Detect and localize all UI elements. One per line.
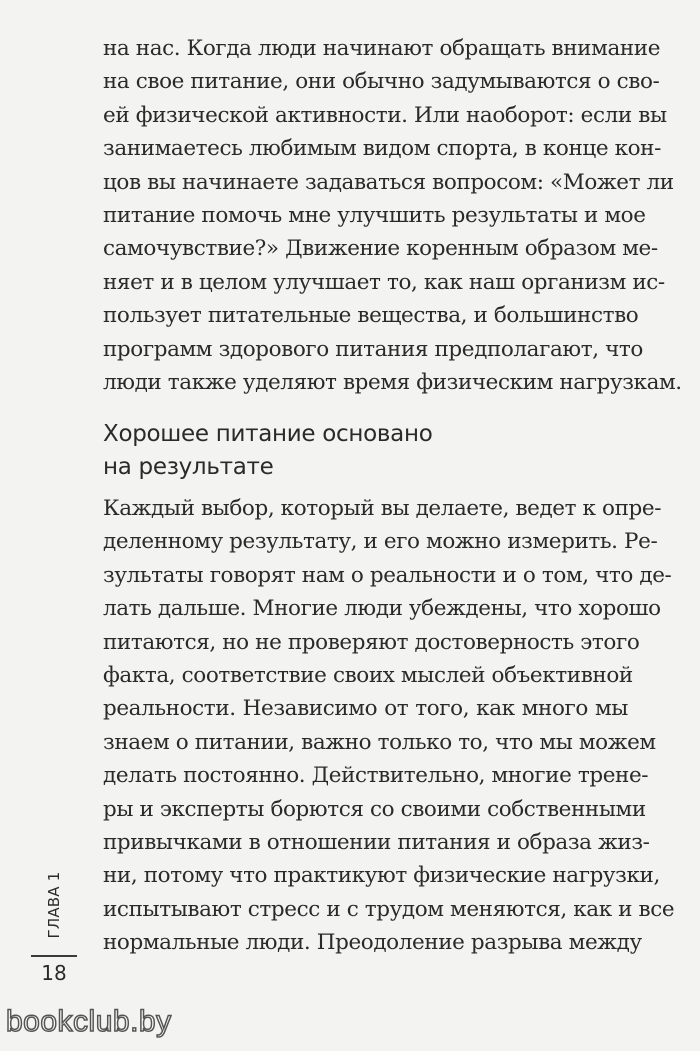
text-line: занимаетесь любимым видом спорта, в конце кон- <box>103 136 661 162</box>
text-line: питание помочь мне улучшить результаты и мое <box>103 202 646 228</box>
text-line: нормальные люди. Преодоление разрыва между <box>103 930 642 956</box>
text-line: привычками в отношении питания и образа жиз- <box>103 829 650 855</box>
text-line: делать постоянно. Действительно, многие трене- <box>103 763 649 789</box>
text-line: на нас. Когда люди начинают обращать внимание <box>103 36 661 61</box>
text-line: Каждый выбор, который вы делаете, ведет к опре- <box>103 496 662 521</box>
text-line: на свое питание, они обычно задумываются о сво- <box>103 69 660 95</box>
body-paragraph-1 <box>103 32 682 399</box>
text-line: питаются, но не проверяют достоверность этого <box>103 629 640 655</box>
watermark: bookclub.by <box>6 1005 172 1038</box>
text-line: ей физической активности. Или наоборот: если вы <box>103 102 667 128</box>
chapter-label: ГЛАВА 1 <box>45 871 63 939</box>
heading-line: на результате <box>103 454 274 480</box>
text-line: программ здорового питания предполагают, что <box>103 336 643 362</box>
text-line: факта, соответствие своих мыслей объективной <box>103 662 633 688</box>
heading-line: Хорошее питание основано <box>103 421 433 447</box>
text-line: самочувствие?» Движение коренным образом ме- <box>103 236 658 262</box>
text-line: реальности. Независимо от того, как много мы <box>103 696 628 722</box>
text-line: деленному результату, и его можно измерить. Ре- <box>103 529 658 555</box>
text-line: ни, потому что практикуют физические нагрузки, <box>103 863 660 889</box>
text-line: ры и эксперты борются со своими собственными <box>103 796 646 822</box>
text-line: испытывают стресс и с трудом меняются, как и все <box>103 896 675 922</box>
text-line: люди также уделяют время физическим нагрузкам. <box>103 369 682 395</box>
body-paragraph-2 <box>103 492 675 959</box>
text-line: пользует питательные вещества, и большинство <box>103 303 639 329</box>
text-line: зультаты говорят нам о реальности и о том, что де- <box>103 562 672 588</box>
section-heading <box>103 418 628 484</box>
text-line: лать дальше. Многие люди убеждены, что хорошо <box>103 596 661 622</box>
text-line: няет и в целом улучшает то, как наш организм ис- <box>103 269 665 295</box>
page-number: 18 <box>41 961 67 985</box>
text-line: цов вы начинаете задаваться вопросом: «Может ли <box>103 169 674 195</box>
page-number-rule <box>31 955 77 957</box>
text-line: знаем о питании, важно только то, что мы можем <box>103 729 656 755</box>
